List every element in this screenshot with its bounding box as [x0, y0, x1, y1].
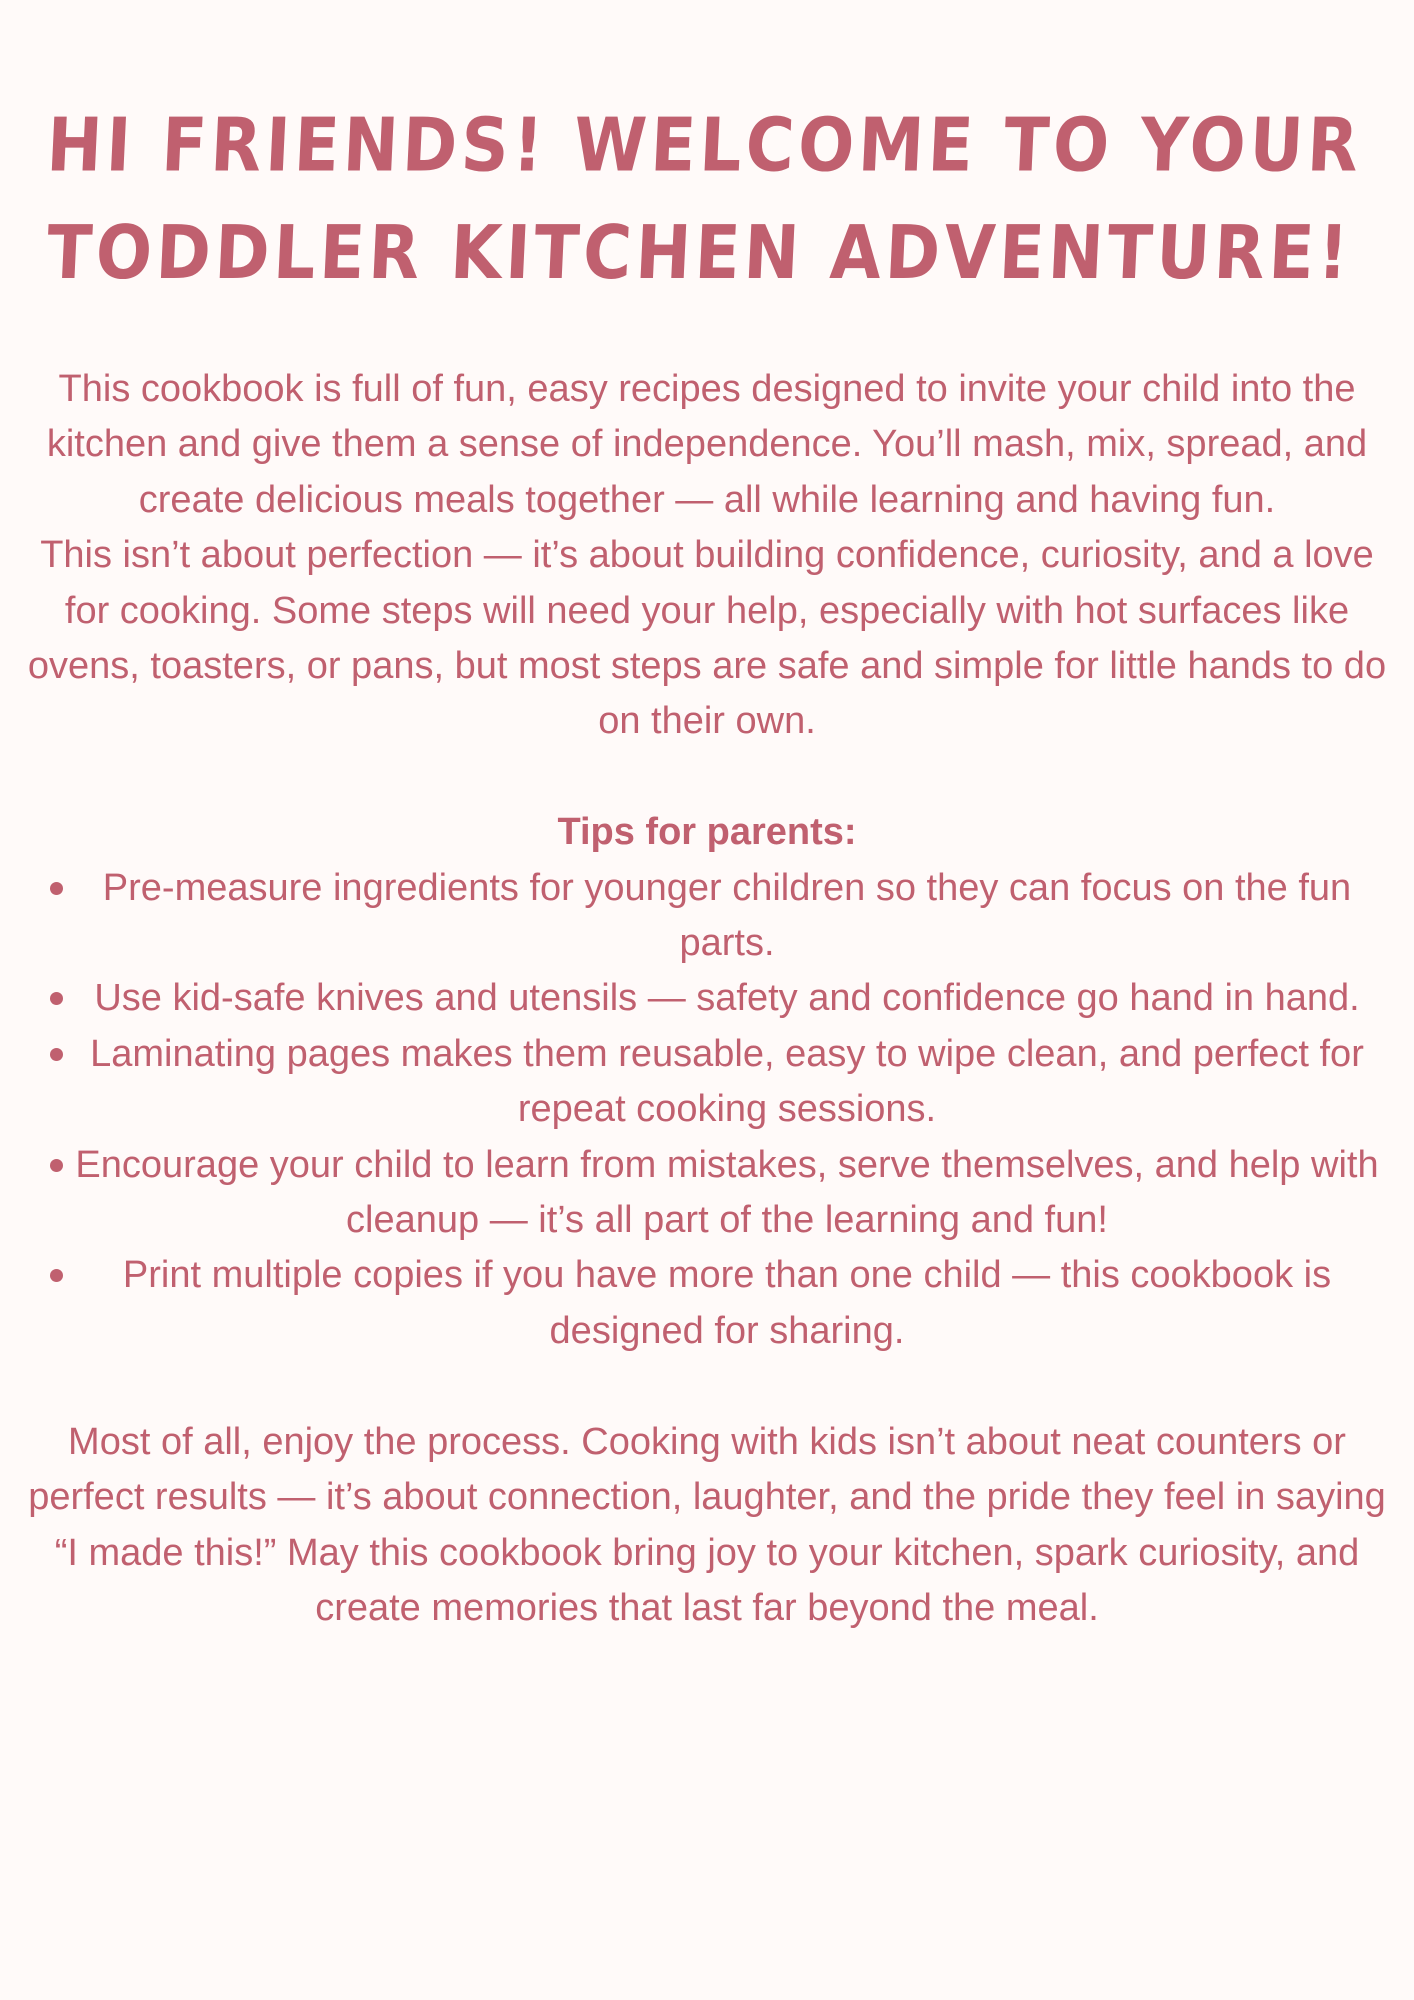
list-item	[24, 861, 1390, 972]
section-spacer	[24, 1359, 1390, 1414]
tip-text: Laminating pages makes them reusable, easy to wipe clean, and perfect for repeat cooking sessions.	[90, 1032, 1364, 1131]
section-spacer	[24, 750, 1390, 805]
list-item	[24, 1027, 1390, 1138]
intro-paragraph-1: This cookbook is full of fun, easy recipes designed to invite your child into the kitchen and give them a sense of independence. You’ll mash, mix, spread, and create delicious meals together — all while learning and having fun.	[46, 368, 1368, 521]
tips-heading: Tips for parents:	[557, 811, 857, 854]
tip-text: Use kid-safe knives and utensils — safety and confidence go hand in hand.	[94, 977, 1360, 1020]
intro-paragraph-2: This isn’t about perfection — it’s about building confidence, curiosity, and a love for cooking. Some steps will need your help, especially with hot surfaces like ovens, toasters, or pans, but most steps are safe and simple for little hands to do on their own.	[27, 534, 1387, 743]
list-item	[24, 1248, 1390, 1359]
bullet-dot-icon	[50, 1048, 63, 1061]
bullet-dot-icon	[50, 992, 63, 1005]
tip-text: Pre-measure ingredients for younger children so they can focus on the fun parts.	[102, 866, 1352, 965]
tips-list	[24, 861, 1390, 1360]
list-item	[24, 971, 1390, 1026]
page-title	[0, 92, 1414, 307]
bullet-dot-icon	[50, 1159, 63, 1172]
page-title-line-2: TODDLER KITCHEN ADVENTURE!	[44, 209, 1355, 296]
bullet-dot-icon	[50, 882, 63, 895]
tip-text: Encourage your child to learn from mistakes, serve themselves, and help with cleanup — it’s all part of the learning and fun!	[75, 1143, 1379, 1242]
list-item	[24, 1138, 1390, 1249]
page-content	[24, 362, 1390, 1636]
tip-text: Print multiple copies if you have more than one child — this cookbook is designed for sharing.	[122, 1254, 1332, 1352]
closing-paragraph: Most of all, enjoy the process. Cooking with kids isn’t about neat counters or perfect results — it’s about connection, laughter, and the pride they feel in saying “I made this!” May this cookbook bring joy to your kitchen, spark curiosity, and create memories that last far beyond the meal.	[28, 1420, 1386, 1629]
page-title-line-1: HI FRIENDS! WELCOME TO YOUR	[44, 102, 1365, 189]
bullet-dot-icon	[50, 1269, 63, 1282]
